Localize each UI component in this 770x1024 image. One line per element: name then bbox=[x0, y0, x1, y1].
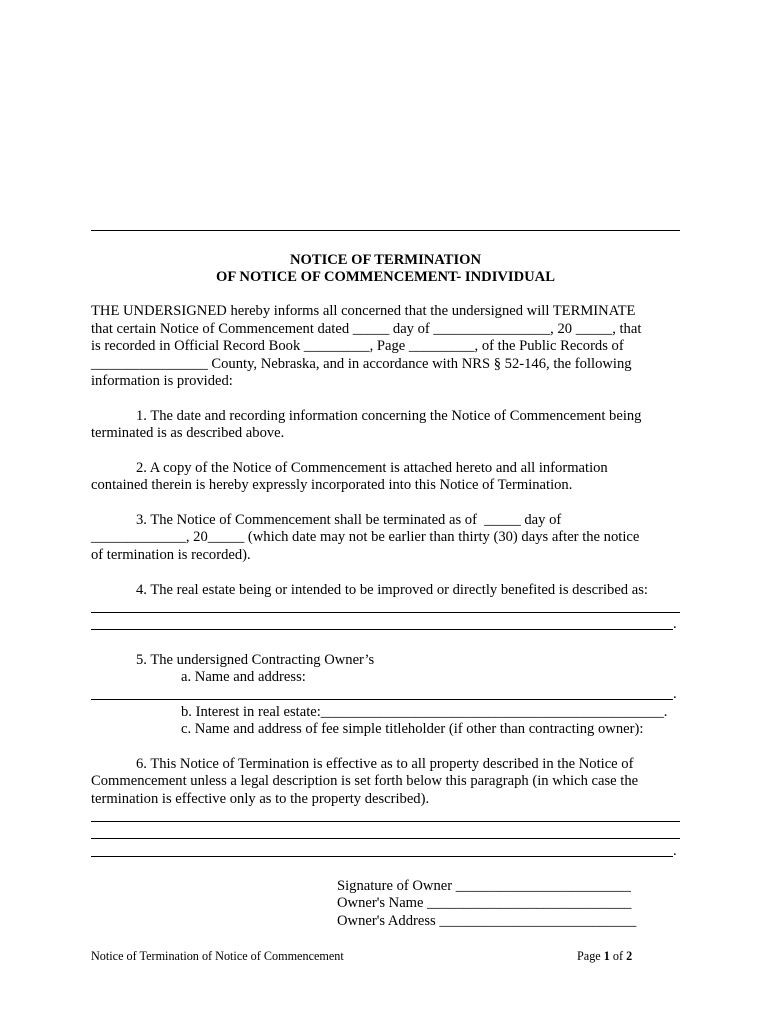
intro-line-1: THE UNDERSIGNED hereby informs all concerned that the undersigned will TERMINATE bbox=[91, 303, 636, 319]
item3-line-1: 3. The Notice of Commencement shall be terminated as of _____ day of bbox=[136, 512, 562, 528]
item6-end-mark: . bbox=[673, 843, 677, 859]
page-of-label: of bbox=[609, 949, 627, 963]
item4-text: 4. The real estate being or intended to be improved or directly benefited is described as: bbox=[136, 582, 648, 598]
item5-b-label: b. Interest in real estate:_______________________________________________. bbox=[181, 704, 668, 720]
item6-blank-line-3 bbox=[91, 856, 673, 857]
signature-of-owner: Signature of Owner ________________________ bbox=[337, 878, 631, 894]
item5-heading: 5. The undersigned Contracting Owner’s bbox=[136, 652, 375, 668]
page-total: 2 bbox=[626, 949, 633, 963]
owner-address: Owner's Address ___________________________ bbox=[337, 913, 637, 929]
item6-blank-line-2 bbox=[91, 838, 680, 839]
footer-title: Notice of Termination of Notice of Commencement bbox=[91, 949, 344, 963]
item4-blank-line-1 bbox=[91, 612, 680, 613]
item5-a-end-mark: . bbox=[673, 686, 677, 702]
item2-line-2: contained therein is hereby expressly incorporated into this Notice of Termination. bbox=[91, 477, 573, 493]
item1-line-2: terminated is as described above. bbox=[91, 425, 285, 441]
item3-line-3: of termination is recorded). bbox=[91, 547, 251, 563]
title-line-2: OF NOTICE OF COMMENCEMENT- INDIVIDUAL bbox=[216, 269, 555, 285]
item5-a-blank-line bbox=[91, 699, 673, 700]
intro-line-2: that certain Notice of Commencement dated _____ day of ________________, 20 _____, that bbox=[91, 321, 642, 337]
page-number bbox=[577, 949, 632, 964]
owner-name: Owner's Name ____________________________ bbox=[337, 895, 632, 911]
page-current: 1 bbox=[603, 949, 610, 963]
item6-line-3: termination is effective only as to the property described). bbox=[91, 791, 430, 807]
item3-line-2: _____________, 20_____ (which date may not be earlier than thirty (30) days after the notice bbox=[91, 529, 640, 545]
item6-blank-line-1 bbox=[91, 821, 680, 822]
item2-line-1: 2. A copy of the Notice of Commencement is attached hereto and all information bbox=[136, 460, 608, 476]
page-label: Page bbox=[577, 949, 604, 963]
item6-line-1: 6. This Notice of Termination is effective as to all property described in the Notice of bbox=[136, 756, 634, 772]
title-line-1: NOTICE OF TERMINATION bbox=[289, 252, 482, 268]
item5-c-label: c. Name and address of fee simple titleholder (if other than contracting owner): bbox=[181, 721, 644, 737]
item4-blank-line-2 bbox=[91, 629, 673, 630]
item4-end-mark: . bbox=[673, 616, 677, 632]
top-rule bbox=[91, 230, 680, 231]
intro-line-5: information is provided: bbox=[91, 373, 233, 389]
intro-line-3: is recorded in Official Record Book _________, Page _________, of the Public Records of bbox=[91, 338, 624, 354]
item6-line-2: Commencement unless a legal description is set forth below this paragraph (in which case the bbox=[91, 773, 639, 789]
item5-a-label: a. Name and address: bbox=[181, 669, 306, 685]
item1-line-1: 1. The date and recording information concerning the Notice of Commencement being bbox=[136, 408, 642, 424]
intro-line-4: ________________ County, Nebraska, and in accordance with NRS § 52-146, the following bbox=[91, 356, 632, 372]
